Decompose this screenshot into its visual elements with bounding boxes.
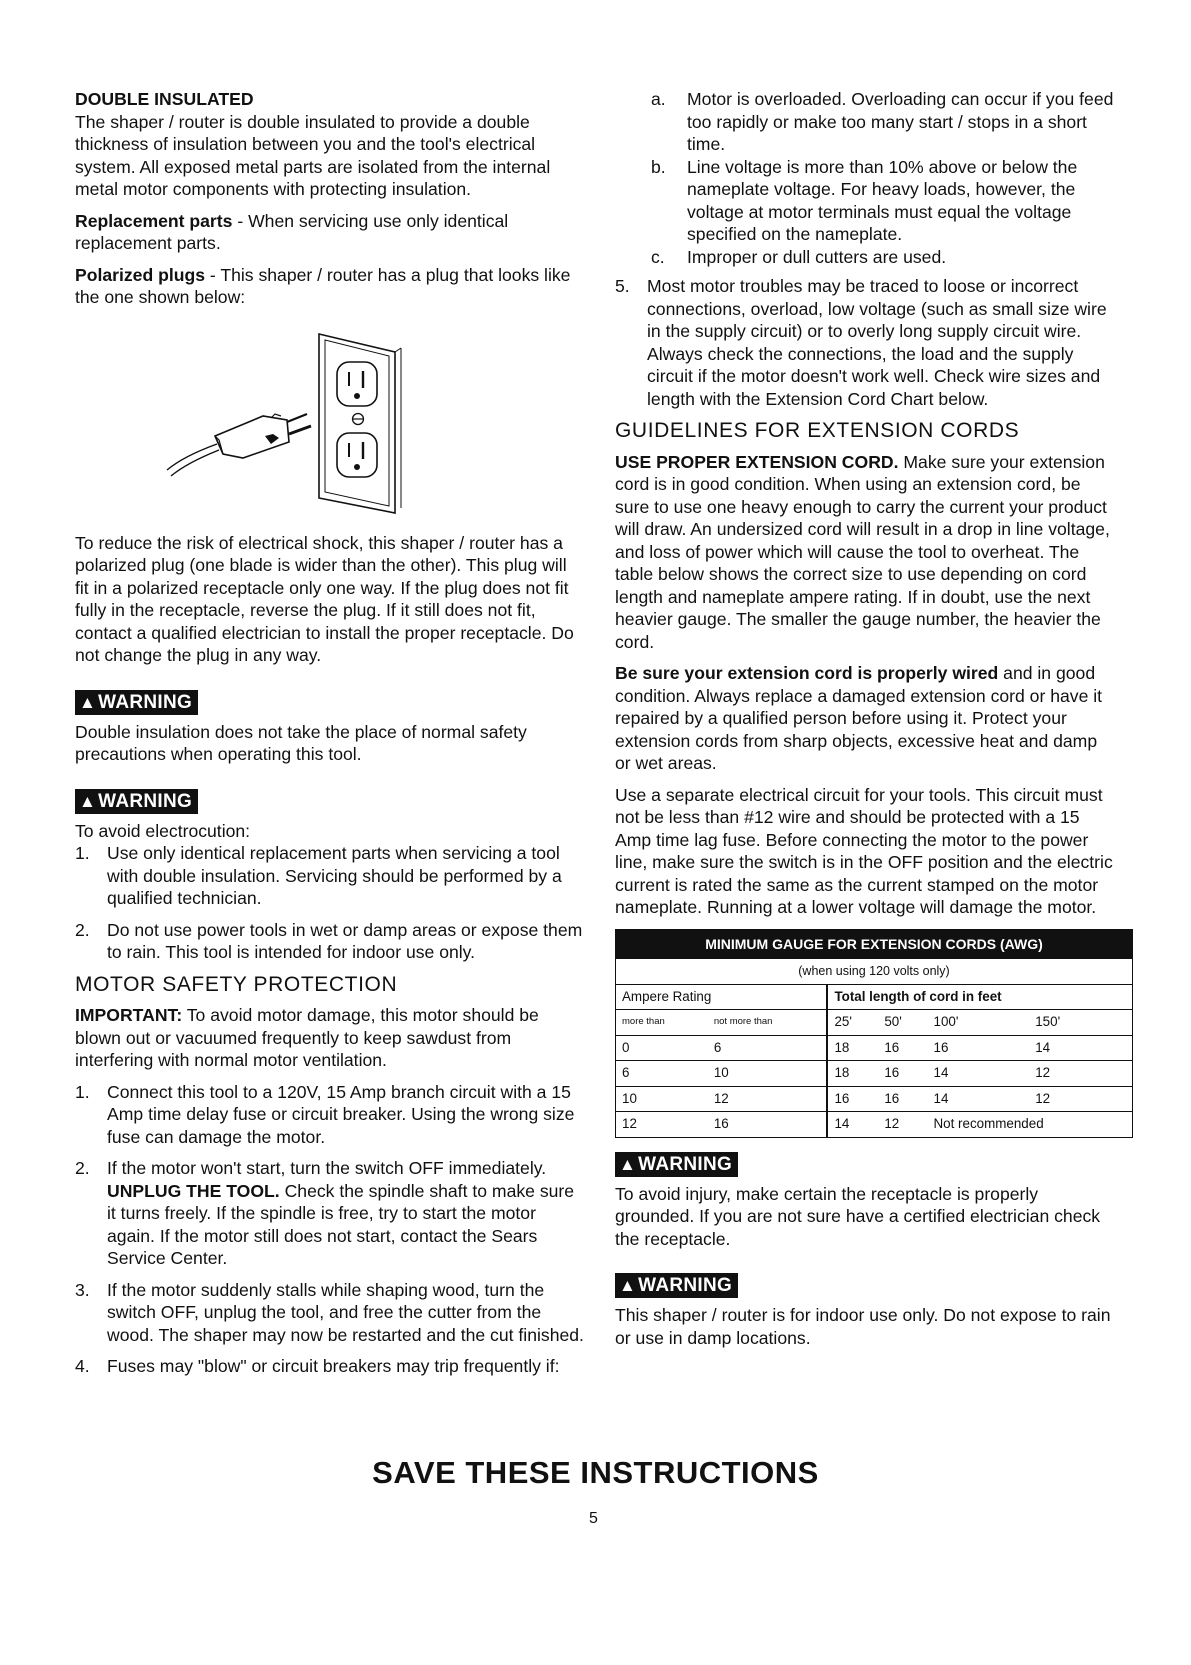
list-item: 5. Most motor troubles may be traced to loose or incorrect connections, overload, low voltage (such as small size wire in the supply circuit) or to overly long supply circuit wire. Always check the connections, the load and the supply circuit if the motor doesn't work well. Check wire sizes and length with the Extension Cord Chart below. [615,276,1107,409]
warning-label-4: ▲ WARNING [615,1273,738,1298]
important-lead: IMPORTANT: [75,1005,183,1025]
replacement-parts-text: - When servicing use only identical replacement parts. [75,210,509,253]
table-subheader-row: more than not more than 25' 50' 100' 150' [616,1010,1133,1036]
table-title: MINIMUM GAUGE FOR EXTENSION CORDS (AWG) [616,929,1133,959]
replacement-parts-paragraph [75,210,585,255]
use-proper-cord-paragraph: USE PROPER EXTENSION CORD. Make sure your extension cord is in good condition. When using an extension cord, be sure to use one heavy enough to carry the current your product will draw. An undersized cord will result in a drop in line voltage, and loss of power which will cause the tool to overheat. The table below shows the correct size to use depending on cord length and nameplate ampere rating. If in doubt, use the next heavier gauge. The smaller the gauge number, the heavier the cord. [615,451,1110,652]
electrocution-list [75,842,585,964]
fuse-conditions-list [615,88,1115,268]
warning-triangle-icon: ▲ [619,1276,637,1295]
list-item: b. Line voltage is more than 10% above or below the nameplate voltage. For heavy loads, however, the voltage at motor terminals must equal the voltage specified on the nameplate. [651,156,1078,244]
table-row: 6 10 18 16 14 12 [616,1061,1133,1087]
list-item: 1. Connect this tool to a 120V, 15 Amp branch circuit with a 15 Amp time delay fuse or circuit breaker. Using the wrong size fuse can damage the motor. [75,1081,575,1147]
page-number: 5 [589,1510,598,1527]
polarized-plug-explanation: To reduce the risk of electrical shock, this shaper / router has a polarized plug (one blade is wider than the other). This plug will fit in a polarized receptacle only one way. If the plug does not fit fully in the receptacle, reverse the plug. If it still does not fit, contact a qualified electrician to install the proper receptacle. Do not change the plug in any way. [75,532,574,665]
motor-safety-heading: MOTOR SAFETY PROTECTION [75,972,398,996]
important-paragraph: IMPORTANT: To avoid motor damage, this motor should be blown out or vacuumed frequently to keep sawdust from interfering with normal motor ventilation. [75,1005,539,1070]
motor-list-continued [615,275,1115,410]
properly-wired-paragraph: Be sure your extension cord is properly wired and in good condition. Always replace a damaged extension cord or have it repaired by a qualified person before using it. Protect your extension cords from sharp objects, excessive heat and damp or wet areas. [615,663,1103,773]
list-item: c. Improper or dull cutters are used. [651,246,947,267]
warning-triangle-icon: ▲ [79,692,97,712]
polarized-plugs-paragraph [75,264,585,309]
polarized-plug-receptacle-illustration [75,318,585,518]
guidelines-heading: GUIDELINES FOR EXTENSION CORDS [615,419,1020,442]
table-header-row: Ampere Rating Total length of cord in feet [616,984,1133,1010]
list-item: 4. Fuses may "blow" or circuit breakers may trip frequently if: [75,1356,560,1376]
extension-cord-gauge-table [615,929,1133,1138]
warning-triangle-icon: ▲ [619,1154,637,1174]
motor-list [75,1081,585,1378]
warning-1-text: Double insulation does not take the place of normal safety precautions when operating this tool. [75,721,527,764]
table-subtitle: (when using 120 volts only) [616,959,1133,985]
polarized-plug-figure [75,318,585,518]
double-insulated-text: The shaper / router is double insulated to provide a double thickness of insulation between you and the tool's electrical system. All exposed metal parts are isolated from the internal metal motor components with protecting insulation. [75,111,551,199]
list-item: 3. If the motor suddenly stalls while shaping wood, turn the switch OFF, unplug the tool, and free the cutter from the wood. The shaper may now be restarted and the cut finished. [75,1279,584,1345]
warning-triangle-icon: ▲ [79,791,97,811]
list-item: 2. Do not use power tools in wet or damp areas or expose them to rain. This tool is intended for indoor use only. [75,919,583,962]
list-item: 2. If the motor won't start, turn the switch OFF immediately. UNPLUG THE TOOL. Check the spindle shaft to make sure it turns freely. If the spindle is free, try to start the motor again. If the motor still does not start, contact the Sears Service Center. [75,1158,575,1268]
polarized-plugs-text: - This shaper / router has a plug that looks like the one shown below: [75,264,571,307]
polarized-plugs-lead: Polarized plugs [75,264,206,285]
list-item: 1. Use only identical replacement parts when servicing a tool with double insulation. Servicing should be performed by a qualified technician. [75,843,562,908]
list-item: a. Motor is overloaded. Overloading can occur if you feed too rapidly or make too many start / stops in a short time. [651,89,1114,154]
right-column [615,88,1115,1358]
warning-label-1: ▲ WARNING [75,690,198,715]
warning-label-2: ▲ WARNING [75,789,198,814]
replacement-parts-lead: Replacement parts [75,210,233,231]
warning-label-3: ▲ WARNING [615,1152,738,1177]
double-insulated-heading: DOUBLE INSULATED [75,89,254,109]
warning-4-text: This shaper / router is for indoor use only. Do not expose to rain or use in damp locations. [615,1305,1111,1348]
table-row: 10 12 16 16 14 12 [616,1086,1133,1112]
table-row: 0 6 18 16 16 14 [616,1035,1133,1061]
separate-circuit-paragraph: Use a separate electrical circuit for your tools. This circuit must not be less than #12 wire and should be protected with a 15 Amp time lag fuse. Before connecting the motor to the power line, make sure the switch is in the OFF position and the electric current is rated the same as the current stamped on the motor nameplate. Running at a lower voltage will damage the motor. [615,784,1113,917]
left-column [75,88,585,1387]
save-instructions-title: SAVE THESE INSTRUCTIONS [372,1455,819,1490]
warning-2-intro: To avoid electrocution: [75,820,251,841]
table-row: 12 16 14 12 Not recommended [616,1112,1133,1138]
warning-3-text: To avoid injury, make certain the receptacle is properly grounded. If you are not sure have a certified electrician check the receptacle. [615,1183,1101,1249]
